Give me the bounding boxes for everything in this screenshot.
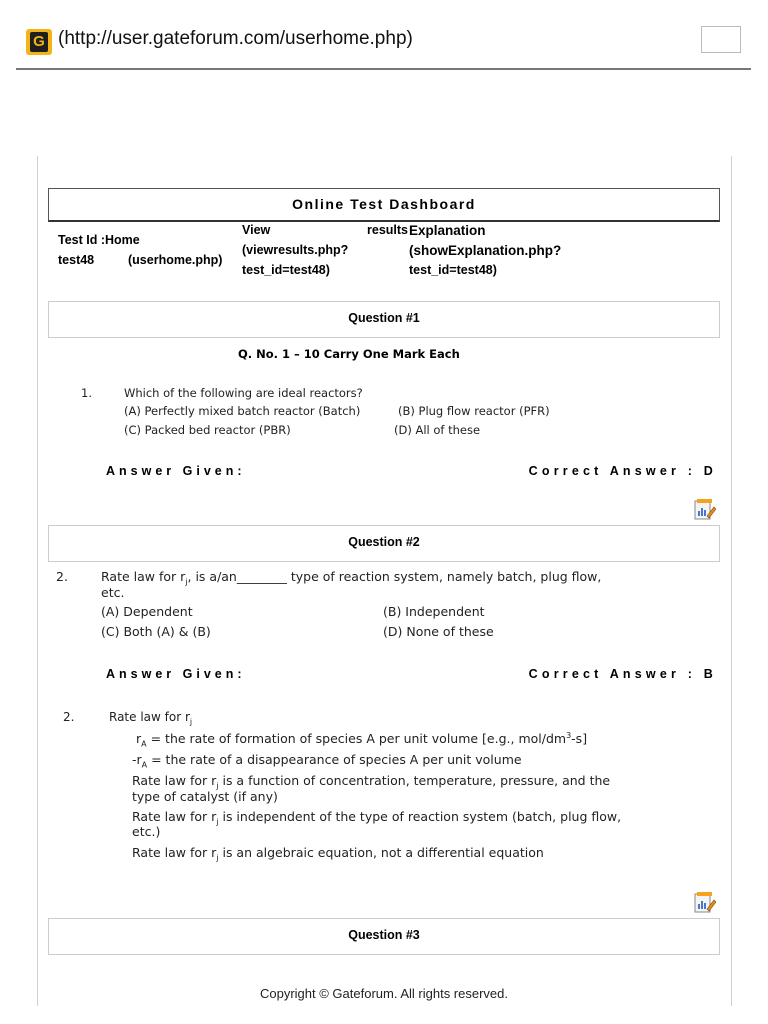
copyright: Copyright © Gateforum. All rights reserved. xyxy=(259,986,508,1001)
explanation-line-2: $-r_A$ = the rate of a disappearance of species A per unit volume xyxy=(132,752,522,770)
option-a: (A) Dependent xyxy=(101,604,193,619)
gateforum-logo[interactable] xyxy=(26,29,52,55)
header-box[interactable] xyxy=(701,26,741,53)
option-b: (B) Plug flow reactor (PFR) xyxy=(398,404,550,418)
correct-answer: Correct Answer : D xyxy=(528,464,717,478)
logo-letter: G xyxy=(30,32,48,52)
explanation-link[interactable]: (showExplanation.php? xyxy=(409,243,562,258)
explanation-line-5: Rate law for $r_j$ is an algebraic equation, not a differential equation xyxy=(132,845,544,863)
view-results-label[interactable]: View xyxy=(242,223,271,237)
correct-answer: Correct Answer : B xyxy=(528,667,717,681)
results-label[interactable]: results xyxy=(367,223,408,237)
home-link[interactable]: (userhome.php) xyxy=(128,253,223,267)
question-number: 1. xyxy=(81,386,92,400)
explanation-icon[interactable] xyxy=(694,891,716,913)
explanation-label[interactable]: Explanation xyxy=(409,223,486,238)
test-id-value: test48 xyxy=(58,253,95,267)
question-text: Which of the following are ideal reactors? xyxy=(124,386,363,400)
option-c: (C) Packed bed reactor (PBR) xyxy=(124,423,291,437)
explanation-line-1: $r_A$ = the rate of formation of species A per unit volume [e.g., mol/$dm^3-s$] xyxy=(136,731,588,749)
explanation-heading: Rate law for $r_j$ xyxy=(109,710,193,727)
explanation-line-4: Rate law for $r_j$ is independent of the type of reaction system (batch, plug flow, xyxy=(132,809,622,827)
question-2-title: Question #2 xyxy=(348,535,420,549)
question-text-line-2: etc. xyxy=(101,585,125,600)
header-divider xyxy=(16,68,751,70)
question-text: Rate law for $r_j$, is a/an________ type of reaction system, namely batch, plug flow, xyxy=(101,569,602,587)
left-border xyxy=(37,156,38,1006)
view-results-link[interactable]: (viewresults.php? xyxy=(242,243,349,257)
option-d: (D) All of these xyxy=(394,423,481,437)
question-3-title: Question #3 xyxy=(348,928,420,942)
test-id-label: Test Id :Home xyxy=(58,233,140,247)
explanation-number: 2. xyxy=(63,710,75,724)
option-d: (D) None of these xyxy=(383,624,494,639)
answer-given: Answer Given: xyxy=(106,667,246,681)
explanation-line-3b: type of catalyst (if any) xyxy=(132,789,278,804)
explanation-line-3: Rate law for $r_j$ is a function of concentration, temperature, pressure, and the xyxy=(132,773,611,791)
question-1-title: Question #1 xyxy=(348,311,420,325)
option-a: (A) Perfectly mixed batch reactor (Batch) xyxy=(124,404,361,418)
section-heading: Q. No. 1 – 10 Carry One Mark Each xyxy=(238,347,460,361)
right-border xyxy=(731,156,732,1006)
option-c: (C) Both (A) & (B) xyxy=(101,624,211,639)
option-b: (B) Independent xyxy=(383,604,485,619)
view-results-link-2[interactable]: test_id=test48) xyxy=(242,263,330,277)
dashboard-title: Online Test Dashboard xyxy=(292,196,476,212)
page-title: (http://user.gateforum.com/userhome.php) xyxy=(58,28,413,49)
question-number: 2. xyxy=(56,569,68,584)
answer-given: Answer Given: xyxy=(106,464,246,478)
explanation-line-4b: etc.) xyxy=(132,824,161,839)
explanation-icon[interactable] xyxy=(694,498,716,520)
explanation-link-2[interactable]: test_id=test48) xyxy=(409,263,497,277)
